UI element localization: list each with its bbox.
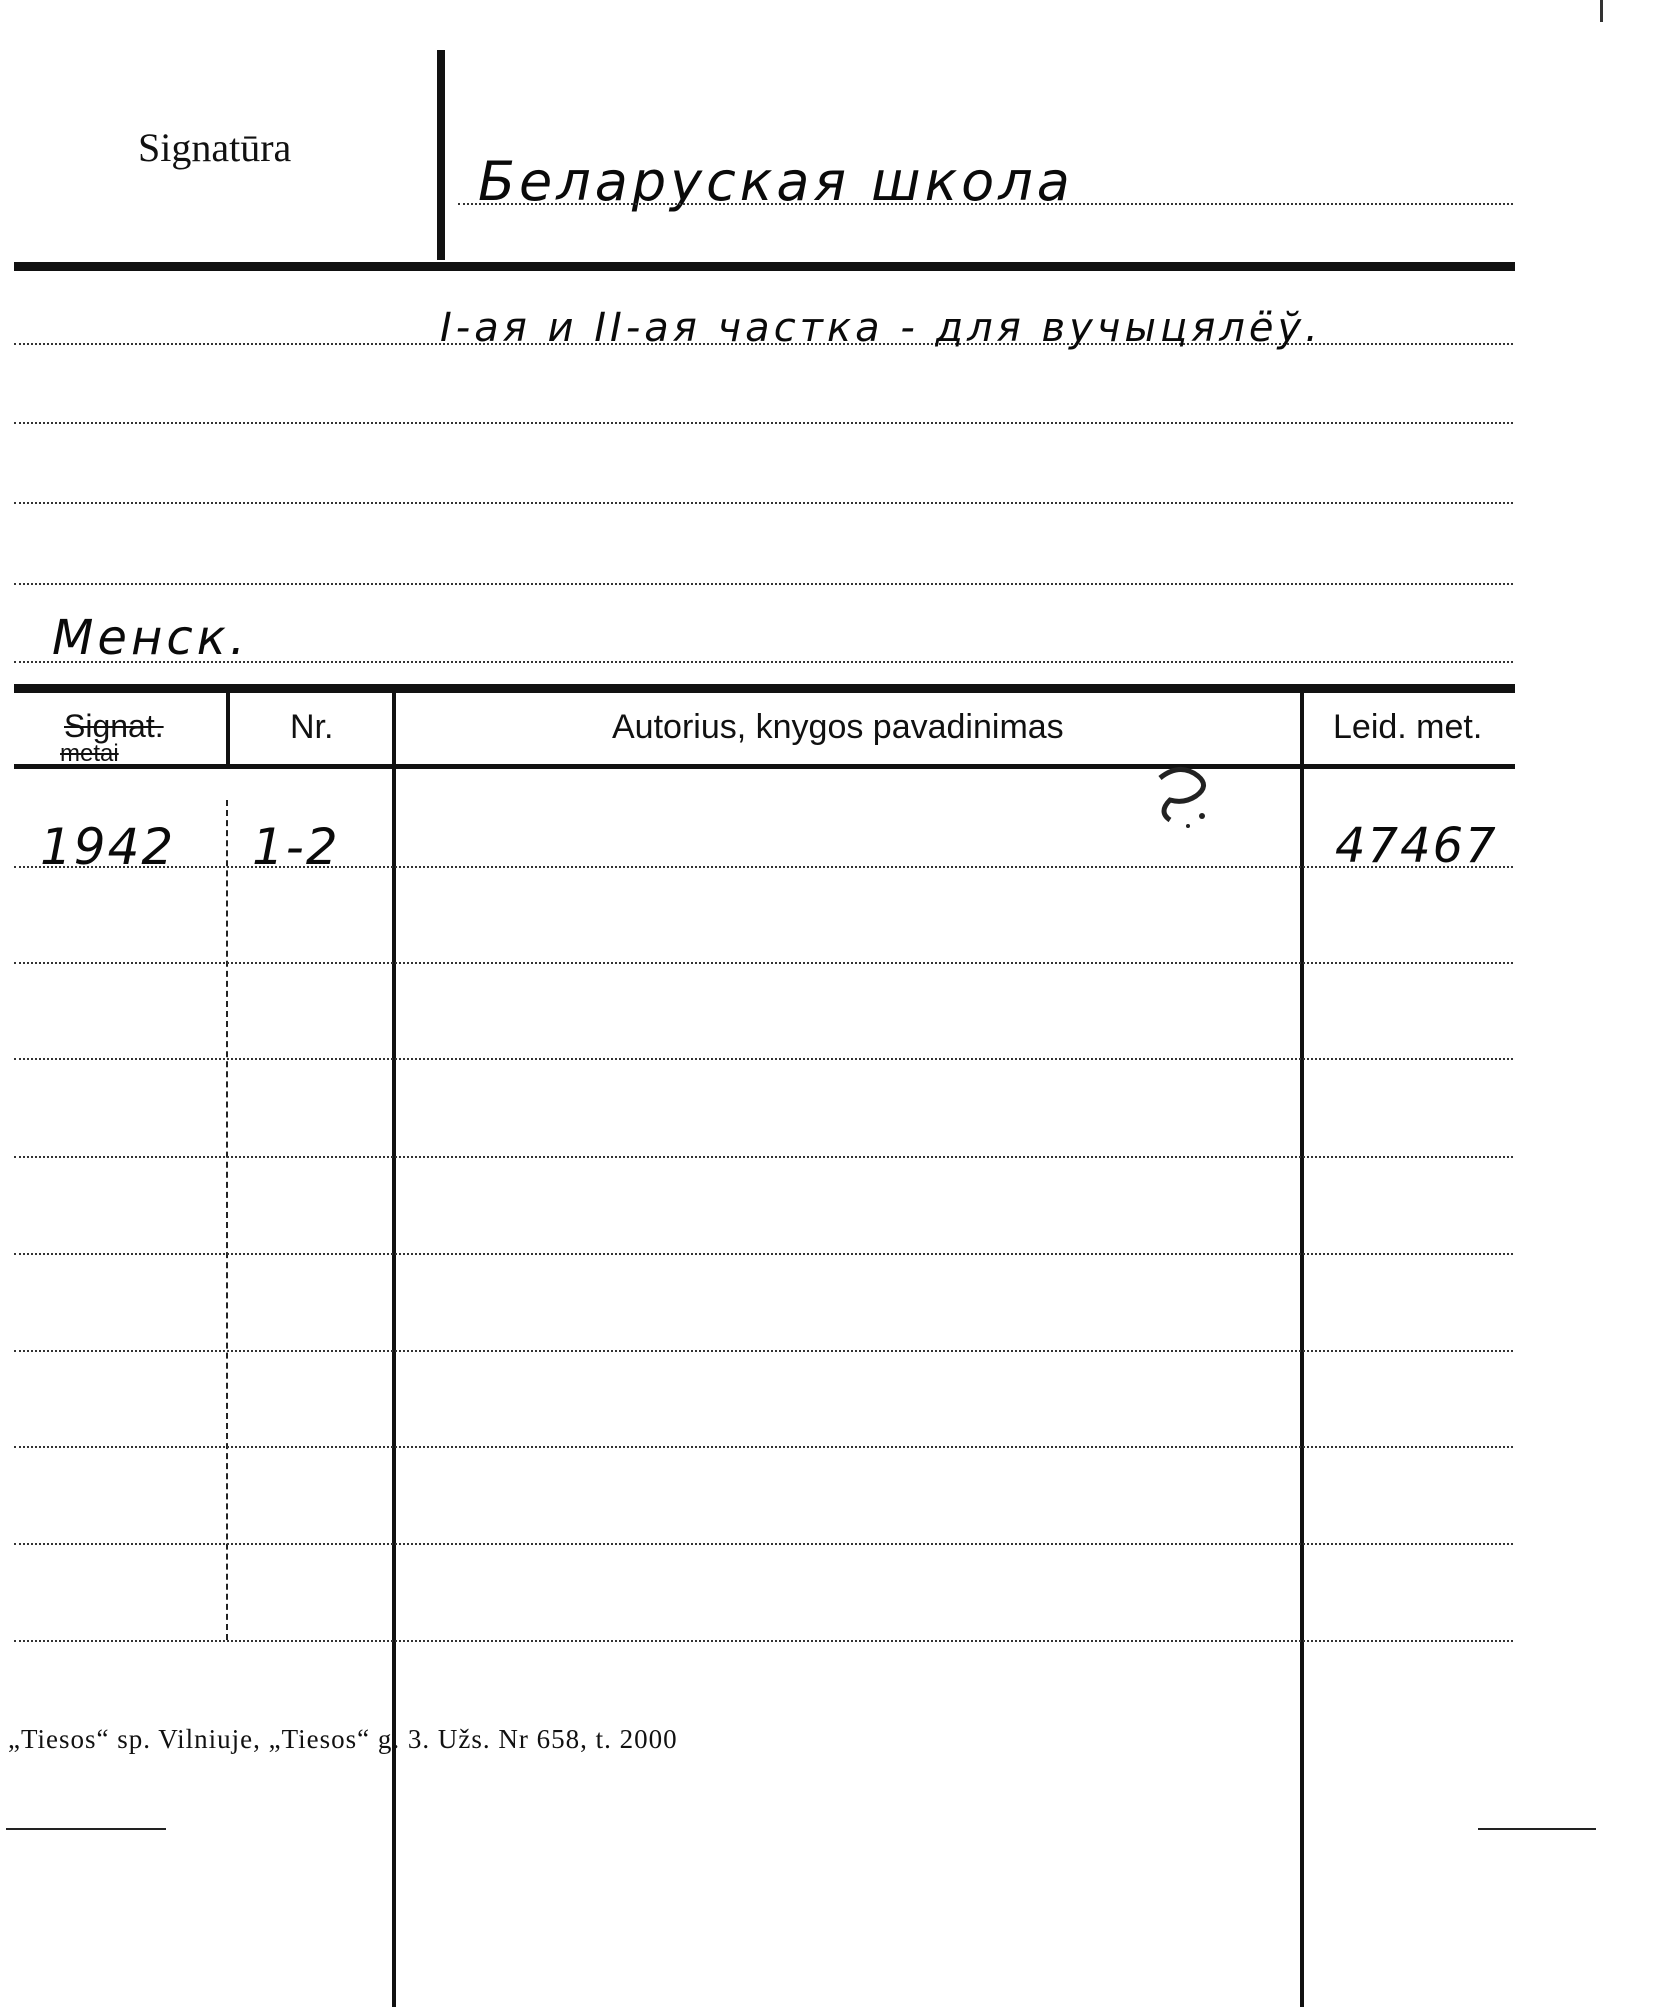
signatura-label: Signatūra bbox=[138, 125, 292, 170]
title-underline bbox=[458, 203, 1513, 205]
col-signat-sublabel: metai bbox=[60, 740, 119, 767]
table-ruled-line bbox=[14, 962, 1513, 964]
bottom-edge-rule bbox=[1478, 1828, 1596, 1830]
table-ruled-line bbox=[14, 1543, 1513, 1545]
body-ruled-line bbox=[14, 502, 1513, 504]
table-ruled-line bbox=[14, 866, 1513, 868]
row-year: 47467 bbox=[1335, 818, 1498, 874]
table-ruled-line bbox=[14, 1156, 1513, 1158]
column-divider bbox=[1300, 690, 1304, 2007]
header-rule bbox=[14, 262, 1515, 271]
column-divider bbox=[226, 800, 228, 1640]
body-ruled-line bbox=[14, 422, 1513, 424]
col-author-label: Autorius, knygos pavadinimas bbox=[612, 708, 1064, 746]
table-header-rule bbox=[14, 764, 1515, 769]
title-handwritten: Беларуская школа bbox=[478, 150, 1074, 213]
scan-edge-mark bbox=[1600, 0, 1603, 22]
column-divider bbox=[226, 690, 230, 764]
table-ruled-line bbox=[14, 1350, 1513, 1352]
table-top-rule bbox=[14, 684, 1515, 693]
row-nr: 1-2 bbox=[252, 818, 340, 876]
row-signat: 1942 bbox=[40, 818, 176, 876]
table-ruled-line bbox=[14, 1253, 1513, 1255]
stamp-mark-icon bbox=[1140, 760, 1230, 840]
place-handwritten: Менск. bbox=[52, 610, 249, 666]
col-signat-label: Signat. bbox=[64, 708, 164, 744]
table-ruled-line bbox=[14, 1640, 1513, 1642]
bottom-edge-rule bbox=[6, 1828, 166, 1830]
table-ruled-line bbox=[14, 1058, 1513, 1060]
table-ruled-line bbox=[14, 1446, 1513, 1448]
body-ruled-line bbox=[14, 583, 1513, 585]
printer-line: „Tiesos“ sp. Vilniuje, „Tiesos“ g. 3. Užs. Nr 658, t. 2000 bbox=[8, 1724, 678, 1754]
header-divider bbox=[437, 50, 445, 260]
col-year-label: Leid. met. bbox=[1333, 708, 1483, 746]
column-divider bbox=[392, 690, 396, 2007]
col-nr-label: Nr. bbox=[290, 708, 334, 746]
body-line-1-handwritten: I-ая и II-ая частка - для вучыцялёў. bbox=[440, 305, 1322, 351]
